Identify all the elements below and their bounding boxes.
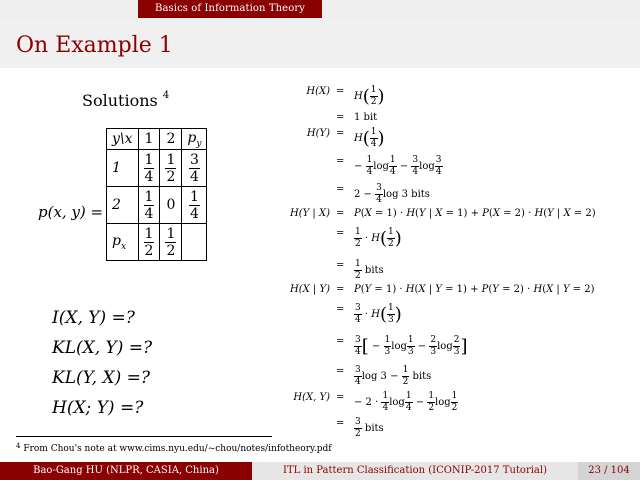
denominator: 4 [189, 168, 199, 185]
table-header-cell: y\x [107, 129, 139, 150]
solutions-heading [82, 90, 169, 110]
numerator: 1 [144, 188, 154, 205]
numerator: 1 [144, 225, 154, 242]
table-header-cell: 1 [138, 129, 160, 150]
denominator: 4 [144, 205, 154, 222]
equation-rhs: $\frac{3}{4}$ log 3 − $\frac{1}{2}$ bits [355, 365, 432, 387]
equals-sign: = [336, 260, 345, 271]
footnote-rule [16, 436, 272, 437]
section-title[interactable]: Basics of Information Theory [138, 0, 322, 18]
title-bar [0, 18, 640, 68]
row-label: 1 [107, 150, 139, 187]
equals-sign: = [336, 336, 345, 347]
equation-lhs: H(Y | X) [290, 208, 330, 219]
row-label: 2 [107, 187, 139, 224]
question-kl-xy: KL(X, Y) =? [52, 338, 153, 358]
equation-rhs: $\frac{3}{4}$ · H( $\frac{1}{3}$ ) [355, 303, 402, 325]
denominator: 2 [166, 242, 176, 259]
fraction [189, 153, 200, 184]
equals-sign: = [336, 228, 345, 239]
equation-rhs: $\frac{1}{2}$ bits [355, 259, 384, 281]
table-header-cell: $p_y$ [182, 129, 207, 150]
table-cell: 0 [160, 187, 182, 224]
equals-sign: = [336, 392, 345, 403]
equation-lhs: H(X) [306, 86, 330, 97]
equals-sign: = [336, 366, 345, 377]
table-cell [160, 150, 182, 187]
joint-distribution-label: p(x, y) = [38, 203, 104, 221]
solutions-label: Solutions [82, 91, 158, 110]
table-row [107, 224, 207, 261]
row-label: $p_x$ [107, 224, 139, 261]
slide-title: On Example 1 [16, 33, 173, 58]
numerator: 1 [189, 188, 199, 205]
denominator: 4 [189, 205, 199, 222]
equation-rhs: 2 − $\frac{3}{4}$ log 3 bits [354, 183, 430, 205]
equals-sign: = [336, 304, 345, 315]
table-header-cell: 2 [160, 129, 182, 150]
joint-probability-table [106, 128, 207, 261]
footnote [16, 442, 332, 454]
equation-rhs: − 2 · $\frac{1}{4}$ log $\frac{1}{4}$ − $\frac{1}{2}$ log $\frac{1}{2}$ [354, 391, 458, 413]
equals-sign: = [336, 184, 345, 195]
equals-sign: = [336, 112, 345, 123]
equals-sign: = [336, 128, 345, 139]
table-cell [182, 150, 207, 187]
footer-page-number[interactable]: 23 / 104 [578, 462, 640, 480]
numerator: 1 [166, 225, 176, 242]
footer-talk-title[interactable]: ITL in Pattern Classification (ICONIP-2017 Tutorial) [252, 462, 578, 480]
table-cell [138, 224, 160, 261]
footer-bar [0, 462, 640, 480]
equals-sign: = [336, 156, 345, 167]
table-header-row [107, 129, 207, 150]
fraction [165, 153, 176, 184]
numerator: 3 [189, 151, 199, 168]
equals-sign: = [336, 284, 345, 295]
denominator: 2 [166, 168, 176, 185]
fraction [144, 153, 155, 184]
equation-rhs: P(X = 1) · H(Y | X = 1) + P(X = 2) · H(Y | X = 2) [354, 208, 596, 219]
numerator: 1 [166, 151, 176, 168]
denominator: 4 [144, 168, 154, 185]
equation-rhs: P(Y = 1) · H(X | Y = 1) + P(Y = 2) · H(X | Y = 2) [354, 284, 595, 295]
equation-rhs: 1 bit [354, 112, 378, 123]
table-cell [182, 187, 207, 224]
table-cell [138, 150, 160, 187]
equation-rhs: H( $\frac{1}{2}$ ) [354, 85, 385, 107]
equation-lhs: H(X, Y) [293, 392, 330, 403]
question-mutual-information: I(X, Y) =? [52, 308, 135, 328]
footer-author[interactable]: Bao-Gang HU (NLPR, CASIA, China) [0, 462, 252, 480]
question-joint-entropy: H(X; Y) =? [52, 398, 144, 418]
table-cell [160, 224, 182, 261]
fraction [189, 190, 200, 221]
equation-rhs: $\frac{3}{4}$ [ − $\frac{1}{3}$ log $\frac{1}{3}$ − $\frac{2}{3}$ log $\frac{2}{3}$ ] [355, 335, 468, 357]
equals-sign: = [336, 86, 345, 97]
numerator: 1 [144, 151, 154, 168]
fraction [165, 227, 176, 258]
equation-lhs: H(X | Y) [290, 284, 330, 295]
equals-sign: = [336, 418, 345, 429]
table-cell [138, 187, 160, 224]
fraction [144, 190, 155, 221]
table-row [107, 150, 207, 187]
denominator: 2 [144, 242, 154, 259]
equation-lhs: H(Y) [306, 128, 330, 139]
equation-rhs: $\frac{1}{2}$ · H( $\frac{1}{2}$ ) [355, 227, 402, 249]
fraction [144, 227, 155, 258]
table-row [107, 187, 207, 224]
footnote-text: From Chou's note at www.cims.nyu.edu/~chou/notes/infotheory.pdf [23, 444, 332, 454]
table-cell [182, 224, 207, 261]
top-navigation-bar [0, 0, 640, 18]
equals-sign: = [336, 208, 345, 219]
solutions-footnote-ref: 4 [162, 90, 170, 101]
question-kl-yx: KL(Y, X) =? [52, 368, 150, 388]
footnote-mark: 4 [16, 442, 21, 450]
equation-rhs: − $\frac{1}{4}$ log $\frac{1}{4}$ − $\frac{3}{4}$ log $\frac{3}{4}$ [354, 155, 442, 177]
equation-rhs: $\frac{3}{2}$ bits [355, 417, 384, 439]
equation-rhs: H( $\frac{1}{4}$ ) [354, 127, 385, 149]
